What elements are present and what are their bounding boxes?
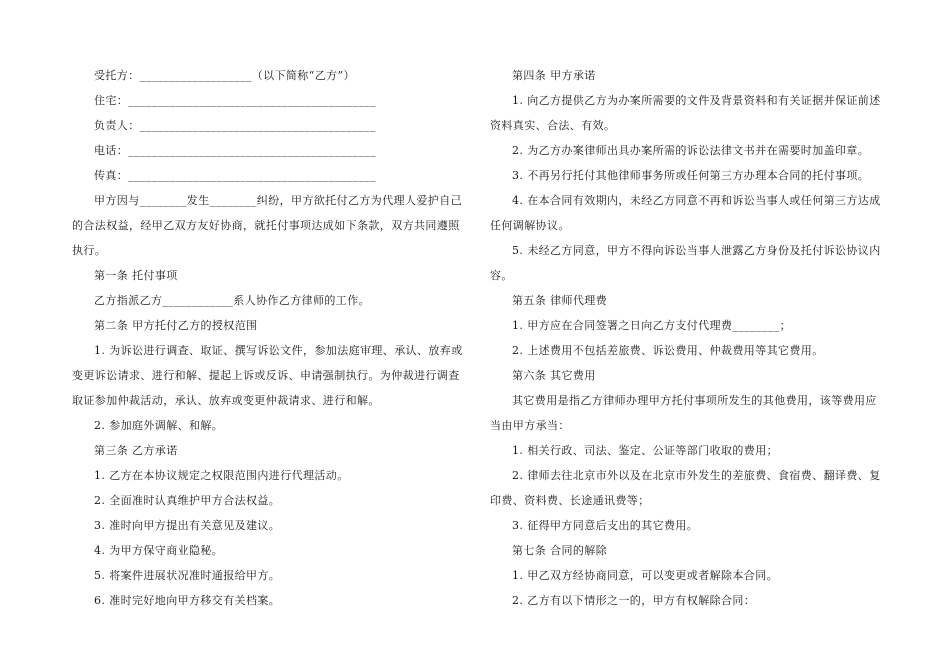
article-2-item-1-line-1: 1. 为诉讼进行调查、取证、撰写诉讼文件，参加法庭审理、承认、放弃或 (94, 344, 463, 357)
article-5-item-2: 2. 上述费用不包括差旅费、诉讼费用、仲裁费用等其它费用。 (512, 344, 824, 357)
article-4-item-3: 3. 不再另行托付其他律师事务所或任何第三方办理本合同的托付事项。 (512, 169, 870, 182)
article-4-item-5-line-1: 5. 未经乙方同意，甲方不得向诉讼当事人泄露乙方身份及托付诉讼协议内 (512, 244, 881, 257)
article-7-item-1: 1. 甲乙双方经协商同意，可以变更或者解除本合同。 (512, 569, 778, 582)
article-4-heading: 第四条 甲方承诺 (512, 69, 596, 82)
article-4-item-1-line-2: 资料真实、合法、有效。 (490, 119, 616, 132)
article-3-item-5: 5. 将案件进展状况准时通报给甲方。 (94, 569, 281, 582)
article-6-heading: 第六条 其它费用 (512, 369, 596, 382)
article-3-item-2: 2. 全面准时认真维护甲方合法权益。 (94, 494, 281, 507)
article-4-item-5-line-2: 容。 (490, 269, 513, 282)
client-name-line: 受托方：___________________（以下简称“乙方”） (94, 69, 355, 82)
article-7-heading: 第七条 合同的解除 (512, 544, 608, 557)
address-line: 住宅：__________________________________________ (94, 94, 376, 107)
article-3-heading: 第三条 乙方承诺 (94, 444, 178, 457)
article-3-item-3: 3. 准时向甲方提出有关意见及建议。 (94, 519, 281, 532)
article-5-heading: 第五条 律师代理费 (512, 294, 608, 307)
article-2-item-1-line-2: 变更诉讼请求、进行和解、提起上诉或反诉、申请强制执行。为仲裁进行调查 (72, 369, 460, 382)
article-2-item-1-line-3: 取证参加仲裁活动，承认、放弃或变更仲裁请求、进行和解。 (72, 394, 380, 407)
article-6-item-2-line-2: 印费、资料费、长途通讯费等； (490, 494, 650, 507)
article-2-item-2: 2. 参加庭外调解、和解。 (94, 419, 224, 432)
article-6-item-3: 3. 征得甲方同意后支出的其它费用。 (512, 519, 699, 532)
preamble-line-1: 甲方因与________发生________纠纷，甲方欲托付乙方为代理人爱护自己 (94, 194, 462, 207)
fax-line: 传真：__________________________________________ (94, 169, 376, 182)
article-4-item-4-line-1: 4. 在本合同有效期内，未经乙方同意不再和诉讼当事人或任何第三方达成 (512, 194, 881, 207)
left-column (72, 63, 464, 613)
article-5-item-1: 1. 甲方应在合同签署之日向乙方支付代理费________； (512, 319, 791, 332)
article-4-item-2: 2. 为乙方办案律师出具办案所需的诉讼法律文书并在需要时加盖印章。 (512, 144, 870, 157)
article-2-heading: 第二条 甲方托付乙方的授权范围 (94, 319, 258, 332)
article-6-item-2-line-1: 2. 律师去往北京市外以及在北京市外发生的差旅费、食宿费、翻译费、复 (512, 469, 881, 482)
article-1-heading: 第一条 托付事项 (94, 269, 178, 282)
preamble-line-3: 执行。 (72, 244, 107, 257)
article-7-item-2: 2. 乙方有以下情形之一的，甲方有权解除合同： (512, 594, 756, 607)
article-4-item-4-line-2: 任何调解协议。 (490, 219, 570, 232)
right-column (490, 63, 892, 613)
article-3-item-4: 4. 为甲方保守商业隐秘。 (94, 544, 224, 557)
article-3-item-1: 1. 乙方在本协议规定之权限范围内进行代理活动。 (94, 469, 349, 482)
article-6-intro-line-1: 其它费用是指乙方律师办理甲方托付事项所发生的其他费用，该等费用应 (512, 394, 877, 407)
principal-line: 负责人：________________________________________ (94, 119, 376, 132)
article-1-body: 乙方指派乙方____________系人协作乙方律师的工作。 (94, 294, 370, 307)
article-4-item-1-line-1: 1. 向乙方提供乙方为办案所需要的文件及背景资料和有关证据并保证前述 (512, 94, 881, 107)
preamble-line-2: 的合法权益，经甲乙双方友好协商，就托付事项达成如下条款，双方共同遵照 (72, 219, 460, 232)
phone-line: 电话：__________________________________________ (94, 144, 376, 157)
article-6-intro-line-2: 当由甲方承当： (490, 419, 570, 432)
article-3-item-6: 6. 准时完好地向甲方移交有关档案。 (94, 594, 281, 607)
article-6-item-1: 1. 相关行政、司法、鉴定、公证等部门收取的费用； (512, 444, 778, 457)
